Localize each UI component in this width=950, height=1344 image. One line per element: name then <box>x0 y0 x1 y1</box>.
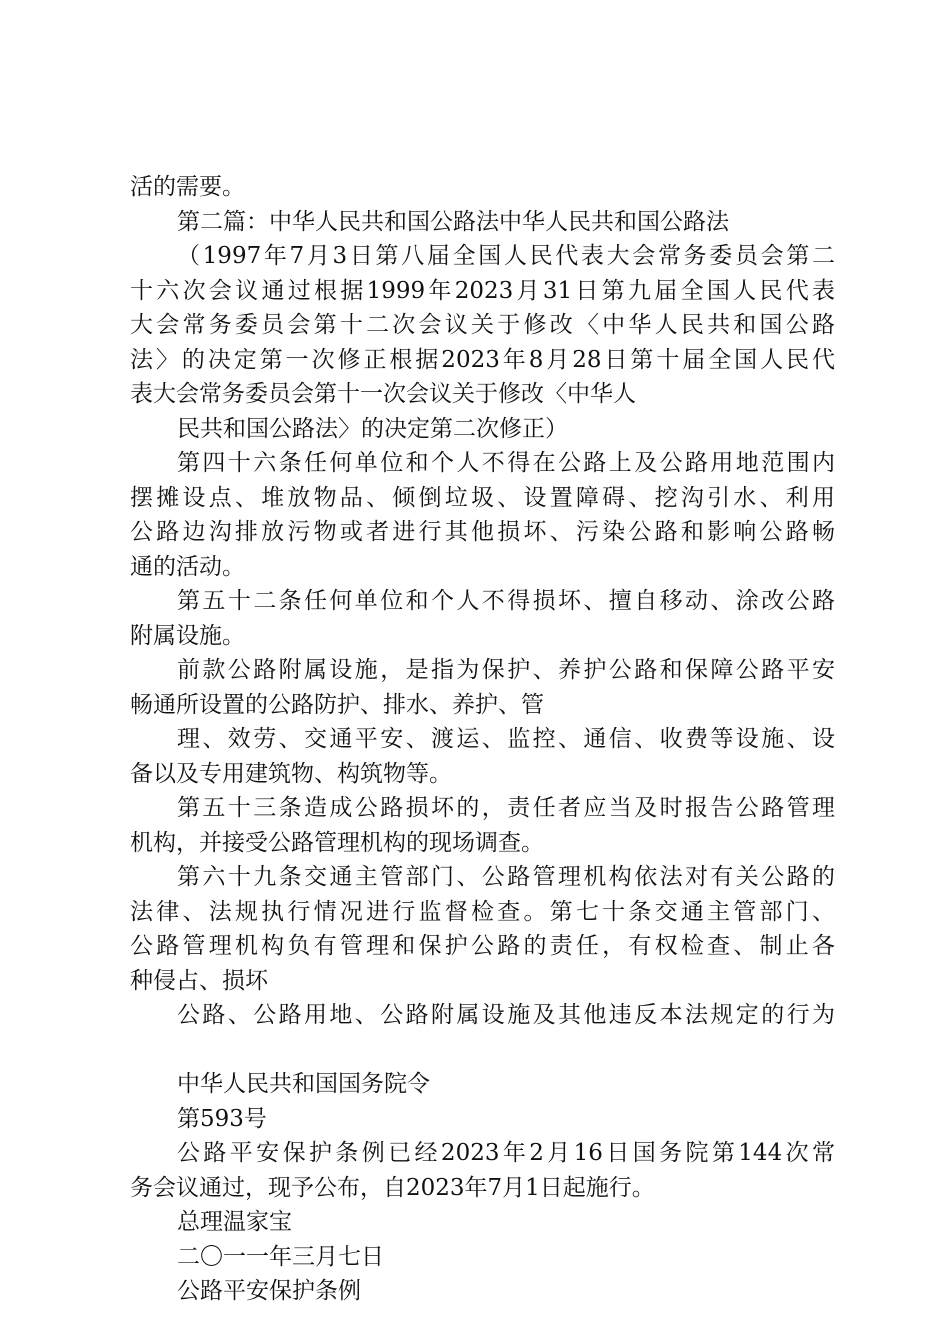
text-line: 公路管理机构负有管理和保护公路的责任，有权检查、制止各 <box>130 933 835 959</box>
text-line: 附属设施。 <box>130 622 245 649</box>
text-line: 公路平安保护条例已经2023年2月16日国务院第144次常 <box>177 1140 835 1166</box>
article-53: 第五十三条造成公路损坏的，责任者应当及时报告公路管理 <box>177 795 835 821</box>
text-line: 务会议通过，现予公布，自2023年7月1日起施行。 <box>130 1174 655 1201</box>
text-line: 理、效劳、交通平安、渡运、监控、通信、收费等设施、设 <box>177 726 835 752</box>
decree-title: 中华人民共和国国务院令 <box>177 1071 430 1097</box>
text-line: 公路边沟排放污物或者进行其他损坏、污染公路和影响公路畅 <box>130 519 835 545</box>
article-52: 第五十二条任何单位和个人不得损坏、擅自移动、涂改公路 <box>177 588 835 614</box>
decree-number: 第593号 <box>177 1105 267 1132</box>
text-line: 十六次会议通过根据1999年2023月31日第九届全国人民代表 <box>130 277 835 304</box>
signatory: 总理温家宝 <box>177 1209 292 1235</box>
text-line: 机构，并接受公路管理机构的现场调查。 <box>130 829 544 856</box>
text-line: 公路、公路用地、公路附属设施及其他违反本法规定的行为 <box>177 1002 835 1028</box>
text-line: （1997年7月3日第八届全国人民代表大会常务委员会第二 <box>177 243 835 269</box>
text-line: 通的活动。 <box>130 553 245 580</box>
text-line: 法律、法规执行情况进行监督检查。第七十条交通主管部门、 <box>130 898 835 925</box>
blank-line <box>130 1033 835 1068</box>
regulation-title: 公路平安保护条例 <box>177 1278 361 1304</box>
text-line: 大会常务委员会第十二次会议关于修改〈中华人民共和国公路 <box>130 312 835 338</box>
text-line: 活的需要。 <box>130 174 245 200</box>
text-line: 表大会常务委员会第十一次会议关于修改〈中华人 <box>130 381 636 407</box>
text-line: 法〉的决定第一次修正根据2023年8月28日第十届全国人民代 <box>130 346 835 373</box>
text-line: 备以及专用建筑物、构筑物等。 <box>130 760 452 787</box>
text-line: 种侵占、损坏 <box>130 967 268 994</box>
article-69: 第六十九条交通主管部门、公路管理机构依法对有关公路的 <box>177 864 835 890</box>
document-body <box>130 170 835 1309</box>
decree-date: 二〇一一年三月七日 <box>177 1243 384 1270</box>
article-46: 第四十六条任何单位和个人不得在公路上及公路用地范围内 <box>177 450 835 476</box>
text-line: 畅通所设置的公路防护、排水、养护、管 <box>130 691 544 718</box>
text-line: 前款公路附属设施，是指为保护、养护公路和保障公路平安 <box>177 657 835 683</box>
text-line: 民共和国公路法〉的决定第二次修正） <box>177 415 568 442</box>
section-heading: 第二篇：中华人民共和国公路法中华人民共和国公路法 <box>177 208 729 235</box>
text-line: 摆摊设点、堆放物品、倾倒垃圾、设置障碍、挖沟引水、利用 <box>130 484 835 511</box>
